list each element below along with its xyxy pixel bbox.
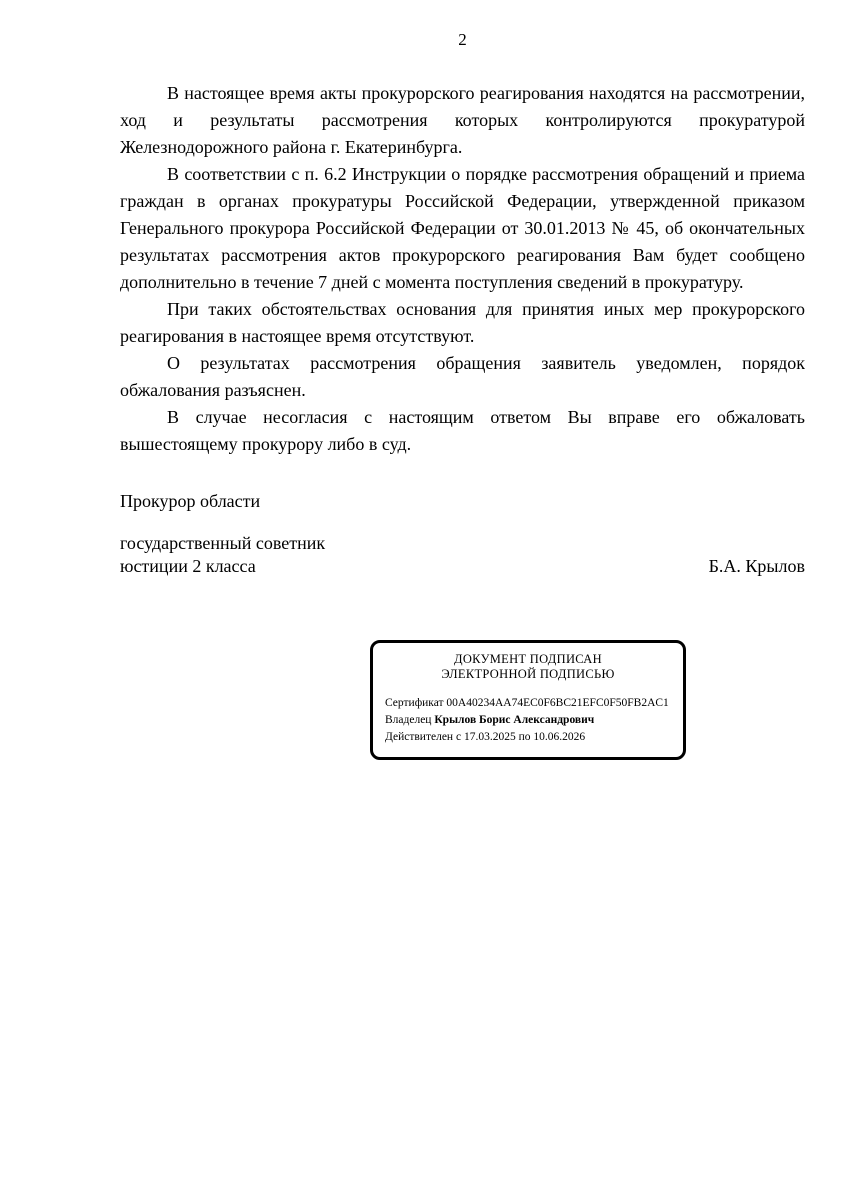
signatory-rank-line1: государственный советник (120, 533, 326, 553)
owner-label: Владелец (385, 714, 432, 726)
paragraph: В соответствии с п. 6.2 Инструкции о порядке рассмотрения обращений и приема граждан в органах прокуратуры Российской Федерации, утвержденной приказом Генерального прокурора Российской Федерации от 30.01.2013 № 45, об окончательных результатах рассмотрения актов прокурорского реагирования Вам будет сообщено дополнительно в течение 7 дней с момента поступления сведений в прокуратуру. (120, 164, 805, 292)
page-number: 2 (458, 30, 467, 49)
certificate-line (385, 695, 671, 712)
signature-row (120, 532, 805, 578)
owner-value: Крылов Борис Александрович (434, 714, 595, 726)
stamp-details (385, 695, 671, 746)
paragraph: В настоящее время акты прокурорского реагирования находятся на рассмотрении, ход и результаты рассмотрения которых контролируются прокуратурой Железнодорожного района г. Екатеринбурга. (120, 83, 805, 157)
validity-to-date: 10.06.2026 (533, 731, 586, 743)
electronic-signature-stamp (370, 640, 686, 760)
signature-block (120, 490, 805, 578)
paragraph: В случае несогласия с настоящим ответом Вы вправе его обжаловать вышестоящему прокурору либо в суд. (120, 407, 805, 454)
signatory-rank-line2: юстиции 2 класса (120, 556, 256, 576)
owner-line (385, 712, 671, 729)
certificate-label: Сертификат (385, 697, 444, 709)
certificate-value: 00A40234AA74EC0F6BC21EFC0F50FB2AC1 (446, 697, 669, 709)
document-body (120, 80, 805, 458)
validity-to-label: по (518, 731, 531, 743)
stamp-title-line1: ДОКУМЕНТ ПОДПИСАН (454, 652, 602, 666)
stamp-title (385, 652, 671, 682)
validity-from-date: 17.03.2025 (463, 731, 516, 743)
signatory-rank (120, 532, 325, 578)
signatory-name: Б.А. Крылов (708, 556, 805, 576)
validity-label: Действителен с (385, 731, 462, 743)
paragraph: О результатах рассмотрения обращения заявитель уведомлен, порядок обжалования разъяснен. (120, 353, 805, 400)
paragraph: При таких обстоятельствах основания для принятия иных мер прокурорского реагирования в настоящее время отсутствуют. (120, 299, 805, 346)
stamp-title-line2: ЭЛЕКТРОННОЙ ПОДПИСЬЮ (441, 667, 615, 681)
validity-line (385, 729, 671, 746)
signatory-position: Прокурор области (120, 491, 261, 511)
